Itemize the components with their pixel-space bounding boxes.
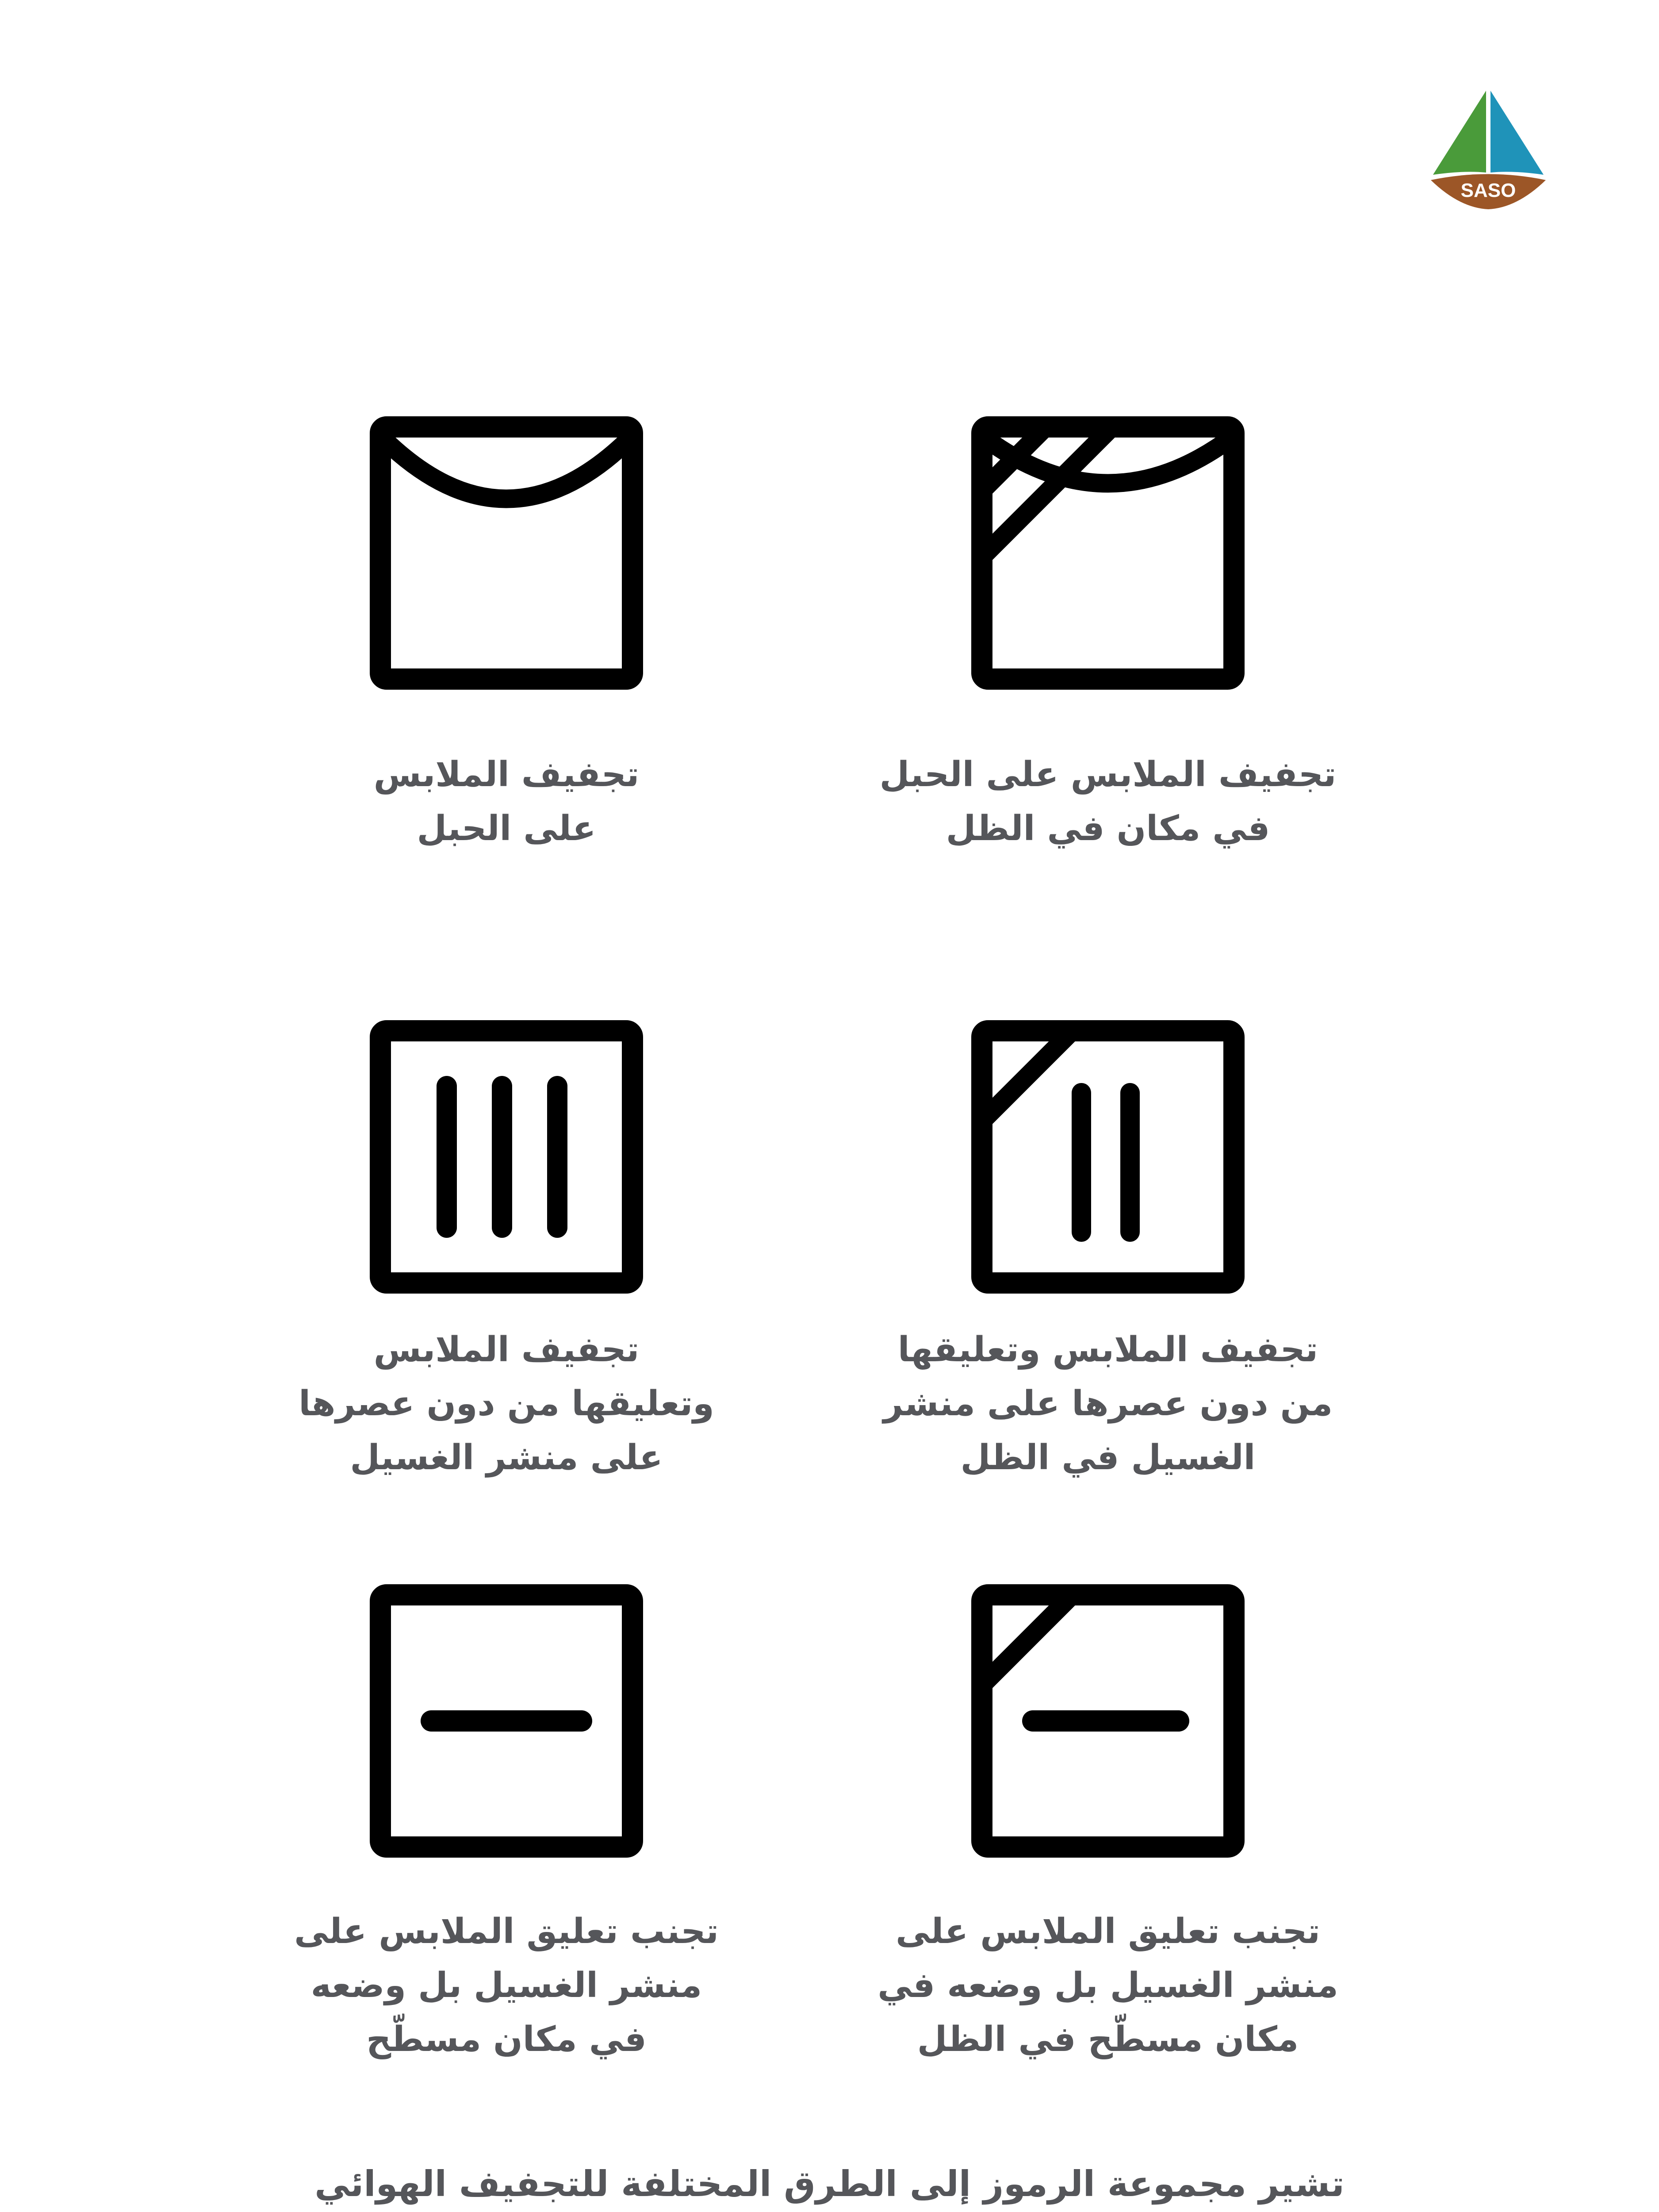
saso-logo (1424, 86, 1552, 215)
caption-drip-dry: تجفيف الملابس وتعليقها من دون عصرها على منشر الغسيل (299, 1330, 714, 1478)
drip-dry-in-shade-icon (971, 1020, 1245, 1294)
caption-line-dry: تجفيف الملابس على الحبل (373, 755, 640, 849)
logo-text: SASO (1460, 180, 1516, 201)
dry-flat-icon (369, 1584, 644, 1858)
line-dry-icon (369, 416, 644, 690)
caption-dry-flat-in-shade: تجنب تعليق الملابس على منشر الغسيل بل وضعه في مكان مسطّح في الظل (877, 1912, 1338, 2059)
dry-flat-in-shade-icon (971, 1584, 1245, 1858)
caption-drip-dry-in-shade: تجفيف الملابس وتعليقها من دون عصرها على منشر الغسيل في الظل (883, 1330, 1333, 1478)
air-drying-note: تشير مجموعة الرموز إلى الطرق المختلفة للتجفيف الهوائي (314, 2163, 1345, 2204)
caption-line-dry-in-shade: تجفيف الملابس على الحبل في مكان في الظل (879, 755, 1337, 849)
drip-dry-icon (369, 1020, 644, 1294)
caption-dry-flat: تجنب تعليق الملابس على منشر الغسيل بل وضعه في مكان مسطّح (294, 1912, 719, 2059)
line-dry-in-shade-icon (971, 416, 1245, 690)
